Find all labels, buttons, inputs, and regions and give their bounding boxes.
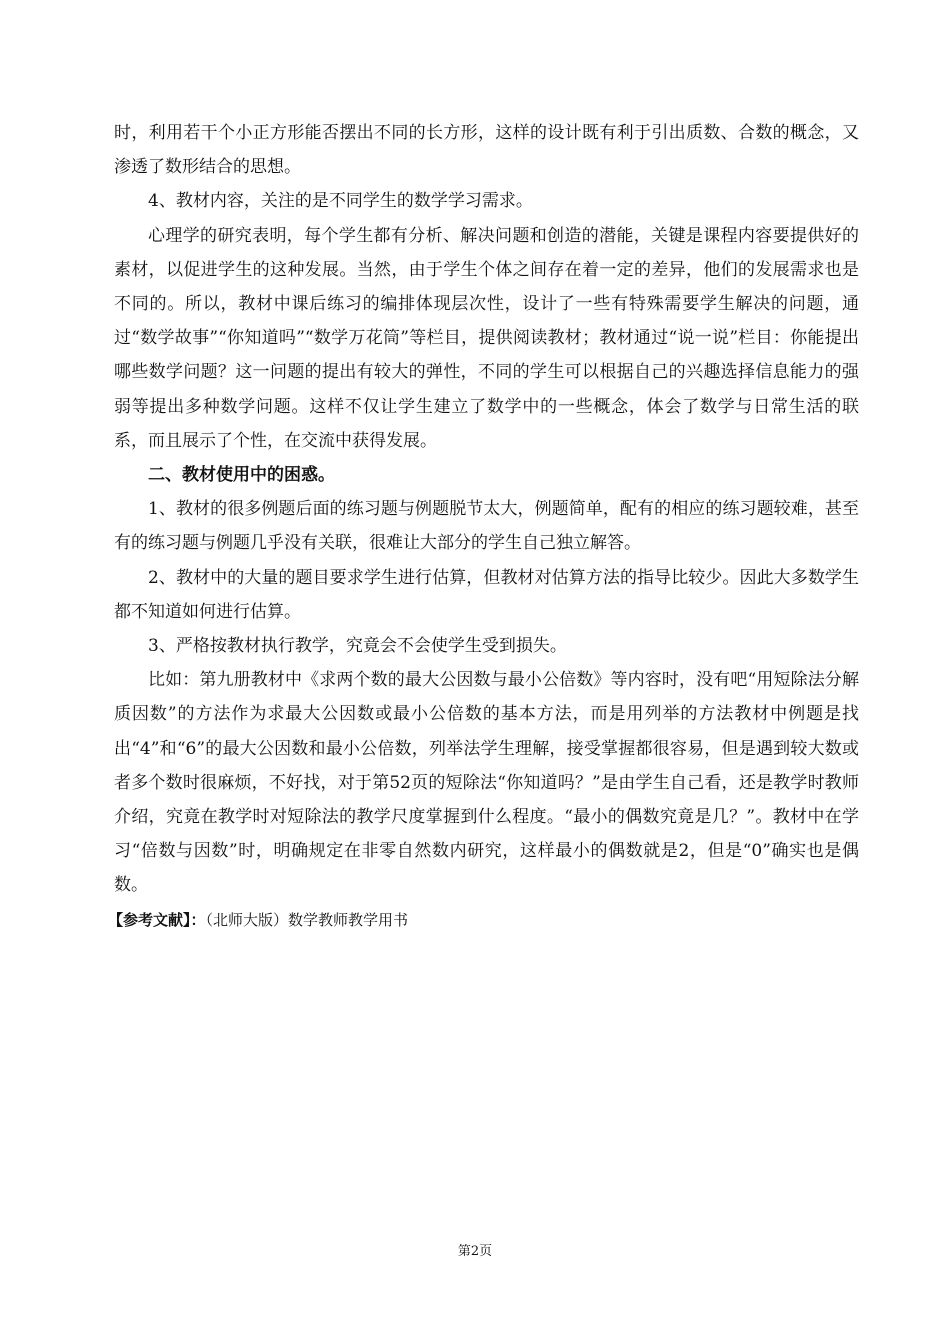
paragraph-example: 比如：第九册教材中《求两个数的最大公因数与最小公倍数》等内容时，没有吧“用短除法分解质因数”的方法作为求最大公因数或最小公倍数的基本方法，而是用列举的方法教材中例题是找出“4”和“6”的最大公因数和最小公倍数，列举法学生理解，接受掌握都很容易，但是遇到较大数或者多个数时很麻烦，不好找，对于第52页的短除法“你知道吗？”是由学生自己看，还是教学时教师介绍，究竟在教学时对短除法的教学尺度掌握到什么程度。“最小的偶数究竟是几？”。教材中在学习“倍数与因数”时，明确规定在非零自然数内研究，这样最小的偶数就是2，但是“0”确实也是偶数。 (114, 670, 859, 896)
paragraph-issue-2: 2、教材中的大量的题目要求学生进行估算，但教材对估算方法的指导比较少。因此大多数学生都不知道如何进行估算。 (114, 567, 859, 622)
paragraph-continuation: 时，利用若干个小正方形能否摆出不同的长方形，这样的设计既有利于引出质数、合数的概念，又渗透了数形结合的思想。 (114, 123, 859, 178)
paragraph-point-4: 4、教材内容，关注的是不同学生的数学学习需求。 (148, 191, 533, 212)
document-body (108, 116, 859, 937)
paragraph-issue-3: 3、严格按教材执行教学，究竟会不会使学生受到损失。 (148, 636, 567, 657)
paragraph-psychology: 心理学的研究表明，每个学生都有分析、解决问题和创造的潜能，关键是课程内容要提供好的素材，以促进学生的这种发展。当然，由于学生个体之间存在着一定的差异，他们的发展需求也是不同的。所以，教材中课后练习的编排体现层次性，设计了一些有特殊需要学生解决的问题，通过“数学故事”“你知道吗”“数学万花筒”等栏目，提供阅读教材；教材通过“说一说”栏目：你能提出哪些数学问题？这一问题的提出有较大的弹性，不同的学生可以根据自己的兴趣选择信息能力的强弱等提出多种数学问题。这样不仅让学生建立了数学中的一些概念，体会了数学与日常生活的联系，而且展示了个性，在交流中获得发展。 (114, 225, 859, 451)
reference-text: （北师大版）数学教师教学用书 (205, 910, 409, 929)
reference-label: 【参考文献】： (108, 910, 206, 929)
paragraph-issue-1: 1、教材的很多例题后面的练习题与例题脱节太大，例题简单，配有的相应的练习题较难，甚至有的练习题与例题几乎没有关联，很难让大部分的学生自己独立解答。 (114, 499, 859, 554)
section-heading-confusion: 二、教材使用中的困惑。 (148, 465, 335, 486)
page-number: 第2页 (457, 1244, 493, 1259)
reference-line (108, 903, 859, 937)
